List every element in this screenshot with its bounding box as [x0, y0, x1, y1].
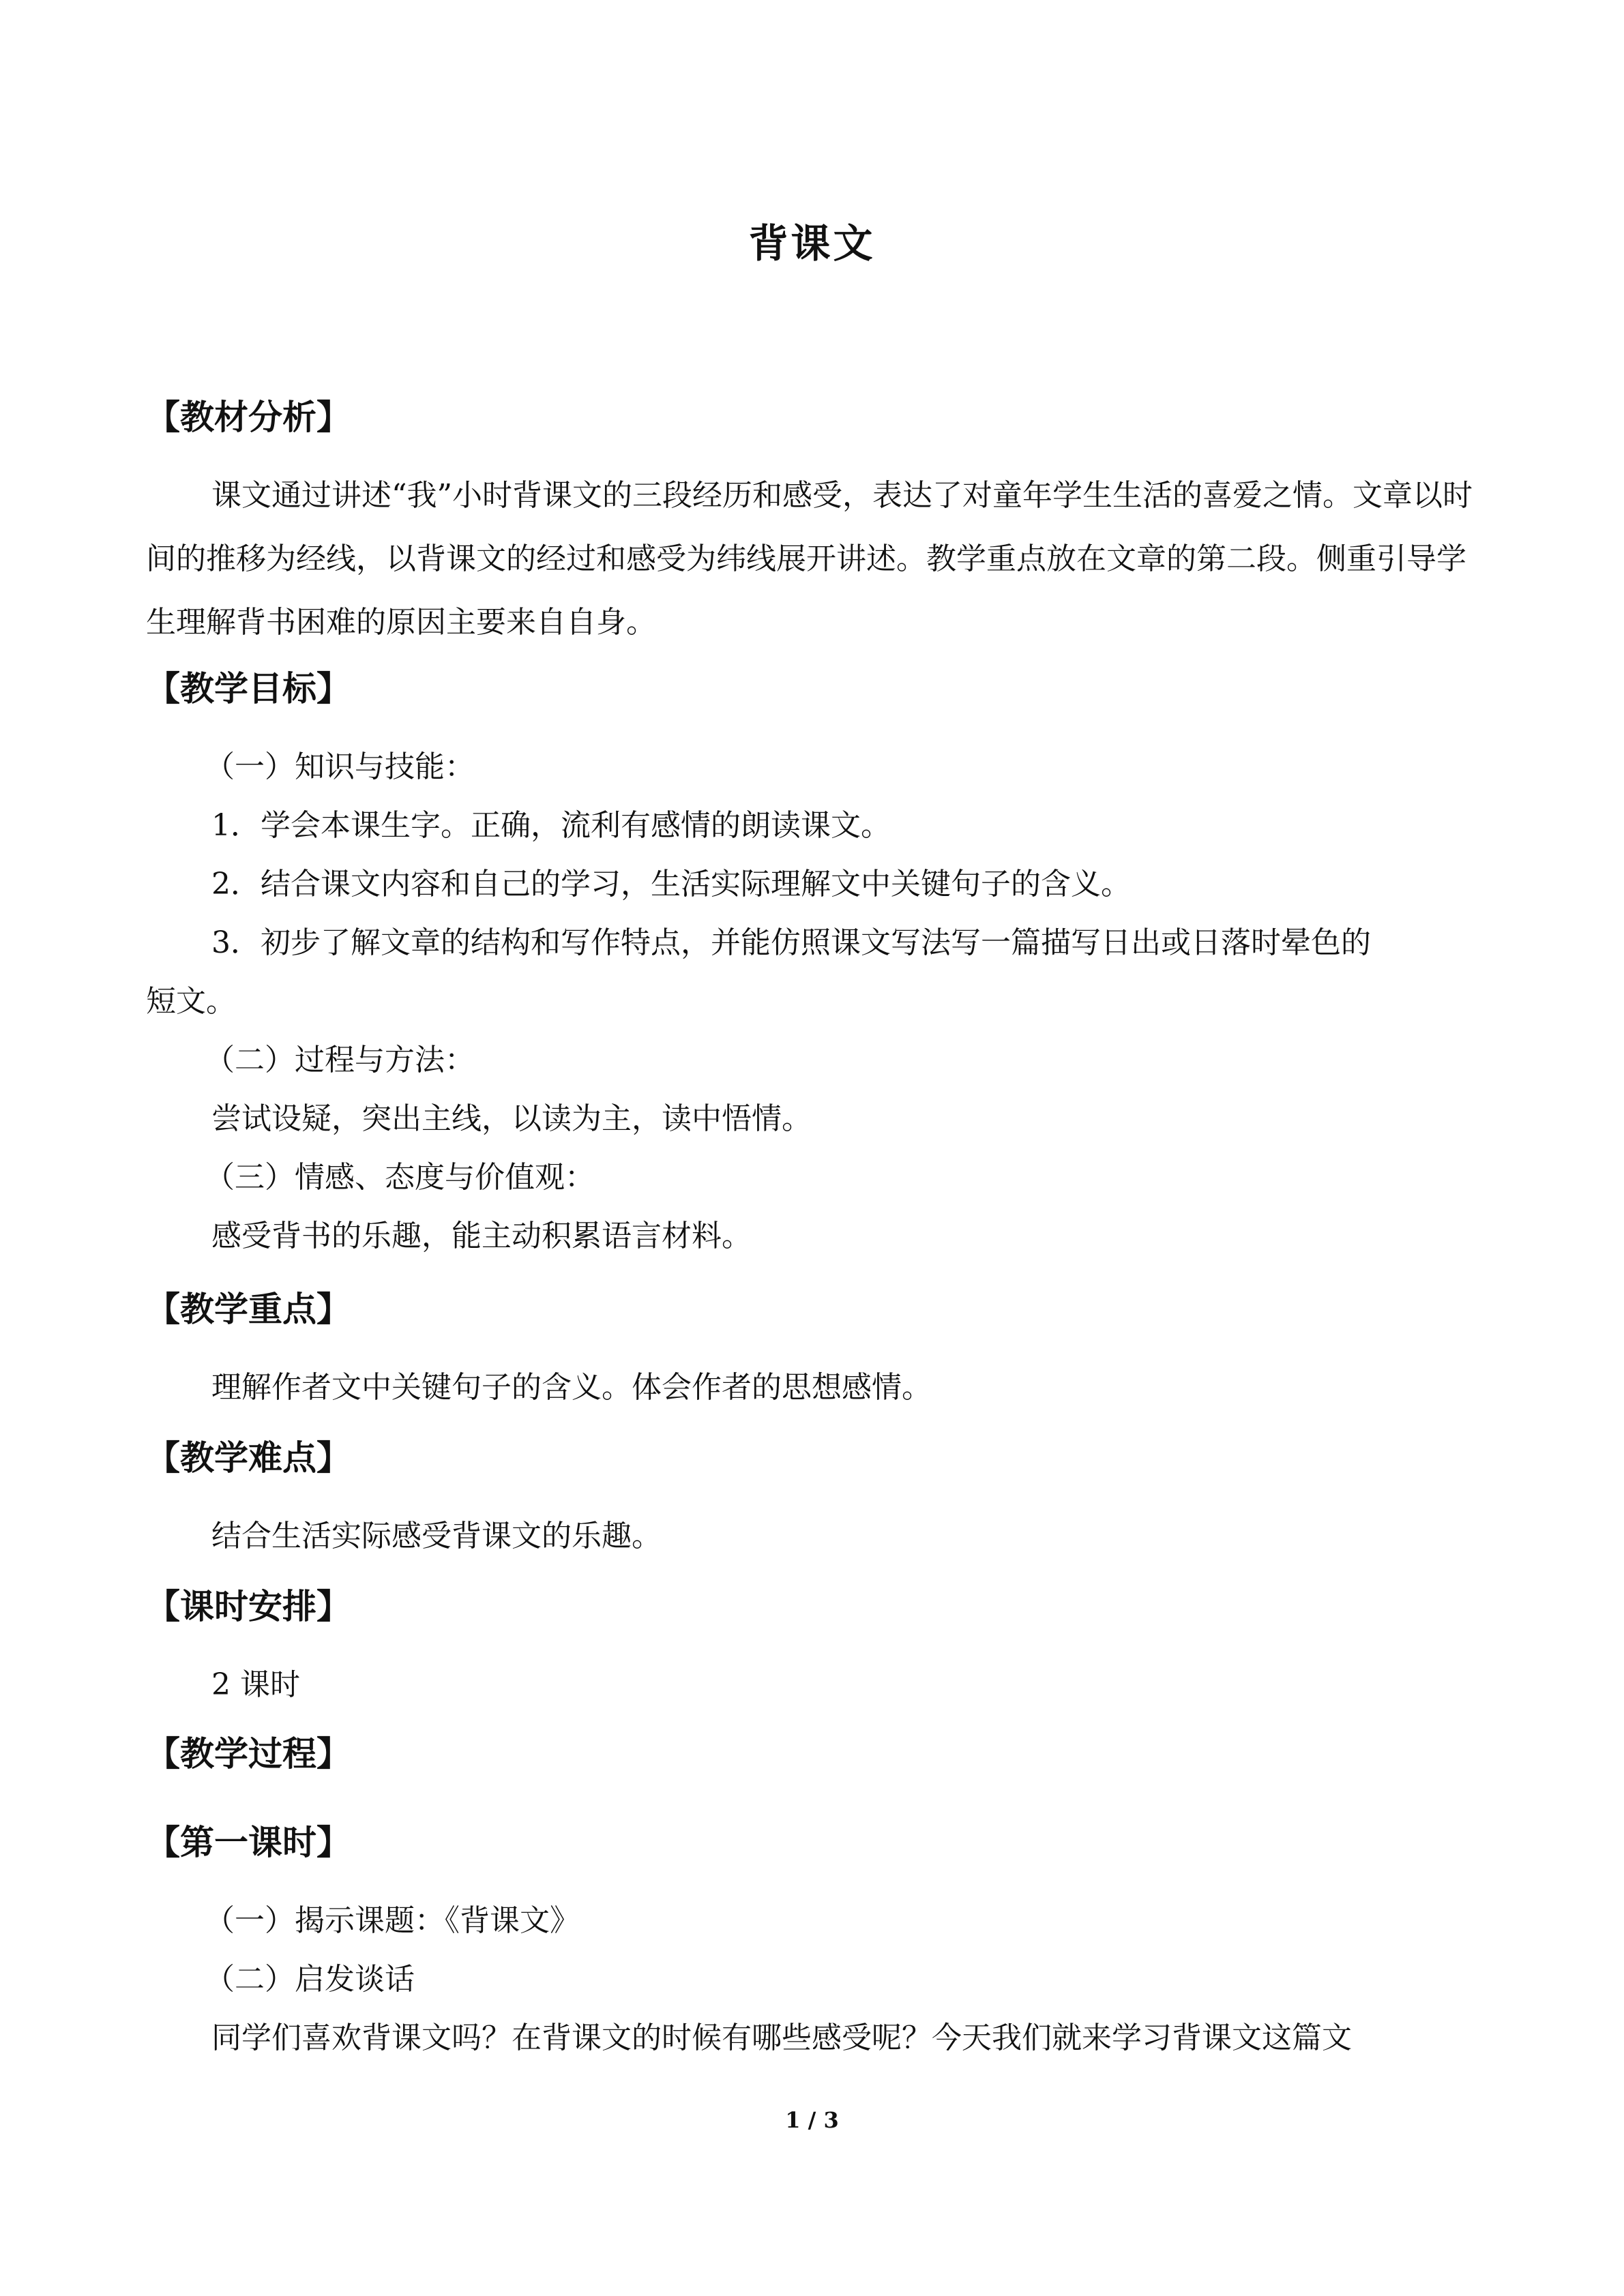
- objectives-line: 2．结合课文内容和自己的学习，生活实际理解文中关键句子的含义。: [211, 867, 1131, 901]
- objectives-line: 尝试设疑，突出主线，以读为主，读中悟情。: [211, 1101, 812, 1136]
- objectives-line: （一）知识与技能：: [205, 749, 475, 784]
- difficulties-text: 结合生活实际感受背课文的乐趣。: [211, 1519, 662, 1553]
- heading-schedule: 【课时安排】: [146, 1587, 351, 1626]
- heading-process: 【教学过程】: [146, 1734, 351, 1774]
- lesson-one-line: （二）启发谈话: [205, 1962, 415, 1997]
- document-title: 背课文: [748, 220, 876, 267]
- schedule-text: 2 课时: [211, 1667, 300, 1702]
- heading-lesson-one: 【第一课时】: [146, 1823, 351, 1862]
- heading-key-points: 【教学重点】: [146, 1289, 351, 1329]
- objectives-line: 感受背书的乐趣，能主动积累语言材料。: [211, 1219, 752, 1253]
- lesson-one-line: 同学们喜欢背课文吗？在背课文的时候有哪些感受呢？今天我们就来学习背课文这篇文: [211, 2021, 1352, 2055]
- objectives-line: 短文。: [146, 984, 236, 1019]
- objectives-line: 3．初步了解文章的结构和写作特点，并能仿照课文写法写一篇描写日出或日落时晕色的: [211, 925, 1371, 960]
- key-points-text: 理解作者文中关键句子的含义。体会作者的思想感情。: [211, 1370, 932, 1405]
- heading-objectives: 【教学目标】: [146, 669, 351, 709]
- objectives-line: （二）过程与方法：: [205, 1043, 475, 1077]
- objectives-line: 1．学会本课生字。正确，流利有感情的朗读课文。: [211, 808, 891, 843]
- objectives-line: （三）情感、态度与价值观：: [205, 1160, 595, 1195]
- heading-analysis: 【教材分析】: [146, 398, 351, 437]
- analysis-paragraph: 课文通过讲述“我”小时背课文的三段经历和感受，表达了对童年学生生活的喜爱之情。文章以时间的推移为经线，以背课文的经过和感受为纬线展开讲述。教学重点放在文章的第二段。侧重引导学生理解背书困难的原因主要来自自身。: [146, 478, 1473, 640]
- page-number: 1 / 3: [785, 2107, 839, 2133]
- heading-difficulties: 【教学难点】: [146, 1438, 351, 1478]
- lesson-one-line: （一）揭示课题：《背课文》: [205, 1903, 580, 1938]
